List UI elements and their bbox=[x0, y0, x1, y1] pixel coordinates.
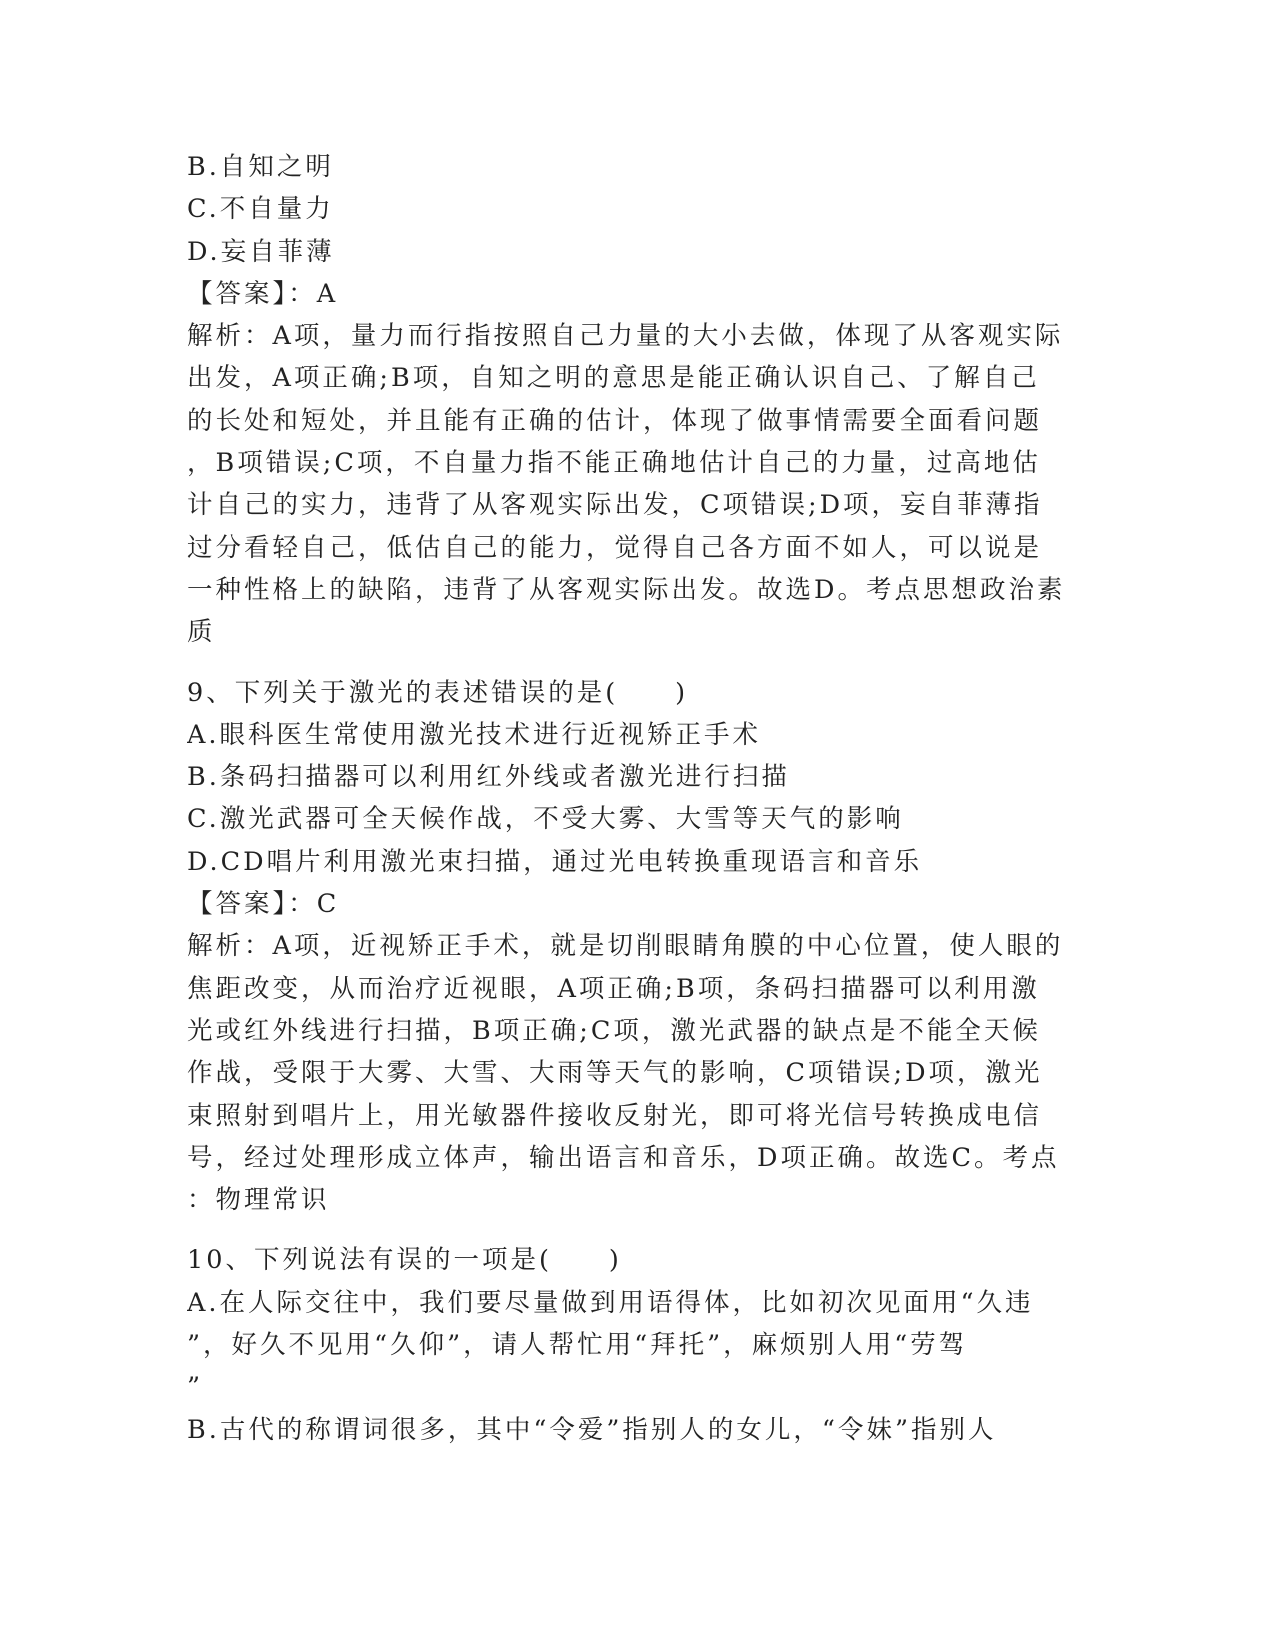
spacer bbox=[187, 1221, 1087, 1239]
option-b: B.条码扫描器可以利用红外线或者激光进行扫描 bbox=[187, 762, 790, 793]
analysis-line: 束照射到唱片上，用光敏器件接收反射光，即可将光信号转换成电信 bbox=[187, 1100, 1043, 1131]
option-a-line: A.在人际交往中，我们要尽量做到用语得体，比如初次见面用“久违 bbox=[187, 1287, 1034, 1318]
option-d: D.CD唱片利用激光束扫描，通过光电转换重现语言和音乐 bbox=[187, 846, 923, 877]
option-c: C.不自量力 bbox=[187, 194, 334, 225]
analysis-line: 一种性格上的缺陷，违背了从客观实际出发。故选D。考点思想政治素 bbox=[187, 574, 1066, 605]
question-9 bbox=[187, 672, 1087, 1222]
analysis-line: 号，经过处理形成立体声，输出语言和音乐，D项正确。故选C。考点 bbox=[187, 1142, 1060, 1173]
analysis-line: 过分看轻自己，低估自己的能力，觉得自己各方面不如人，可以说是 bbox=[187, 532, 1043, 563]
option-a-line: ”，好久不见用“久仰”，请人帮忙用“拜托”，麻烦别人用“劳驾 bbox=[187, 1330, 968, 1361]
analysis-line: 作战，受限于大雾、大雪、大雨等天气的影响，C项错误;D项，激光 bbox=[187, 1058, 1043, 1089]
option-b: B.自知之明 bbox=[187, 152, 334, 182]
analysis-line: ，B项错误;C项，不自量力指不能正确地估计自己的力量，过高地估 bbox=[187, 448, 1041, 479]
question-10 bbox=[187, 1239, 1087, 1450]
option-a: A.眼科医生常使用激光技术进行近视矫正手术 bbox=[187, 719, 762, 750]
analysis-line: 计自己的实力，违背了从客观实际出发，C项错误;D项，妄自菲薄指 bbox=[187, 490, 1043, 521]
option-a-line: ” bbox=[187, 1372, 204, 1403]
option-c: C.激光武器可全天候作战，不受大雾、大雪等天气的影响 bbox=[187, 804, 904, 835]
question-stem: 10、下列说法有误的一项是( ) bbox=[187, 1245, 622, 1276]
option-a bbox=[187, 1282, 1087, 1409]
analysis-line: 的长处和短处，并且能有正确的估计，体现了做事情需要全面看问题 bbox=[187, 405, 1043, 436]
question-8 bbox=[187, 146, 1087, 654]
spacer bbox=[187, 654, 1087, 672]
answer: 【答案】：A bbox=[187, 278, 339, 309]
analysis-line: 解析：A项，近视矫正手术，就是切削眼睛角膜的中心位置，使人眼的 bbox=[187, 931, 1064, 962]
analysis-line: 焦距改变，从而治疗近视眼，A项正确;B项，条码扫描器可以利用激 bbox=[187, 973, 1040, 1004]
question-stem: 9、下列关于激光的表述错误的是( ) bbox=[187, 677, 689, 708]
answer: 【答案】：C bbox=[187, 889, 340, 920]
analysis-line: 出发，A项正确;B项，自知之明的意思是能正确认识自己、了解自己 bbox=[187, 363, 1040, 394]
analysis bbox=[187, 315, 1087, 653]
analysis-line: ：物理常识 bbox=[187, 1185, 330, 1216]
analysis-line: 解析：A项，量力而行指按照自己力量的大小去做，体现了从客观实际 bbox=[187, 321, 1064, 352]
analysis bbox=[187, 925, 1087, 1221]
document-body bbox=[187, 146, 1087, 1451]
analysis-line: 光或红外线进行扫描，B项正确;C项，激光武器的缺点是不能全天候 bbox=[187, 1015, 1041, 1046]
option-b-line: B.古代的称谓词很多，其中“令爱”指别人的女儿，“令妹”指别人 bbox=[187, 1414, 997, 1445]
option-d: D.妄自菲薄 bbox=[187, 236, 335, 267]
option-b bbox=[187, 1409, 1087, 1451]
analysis-line: 质 bbox=[187, 617, 216, 648]
